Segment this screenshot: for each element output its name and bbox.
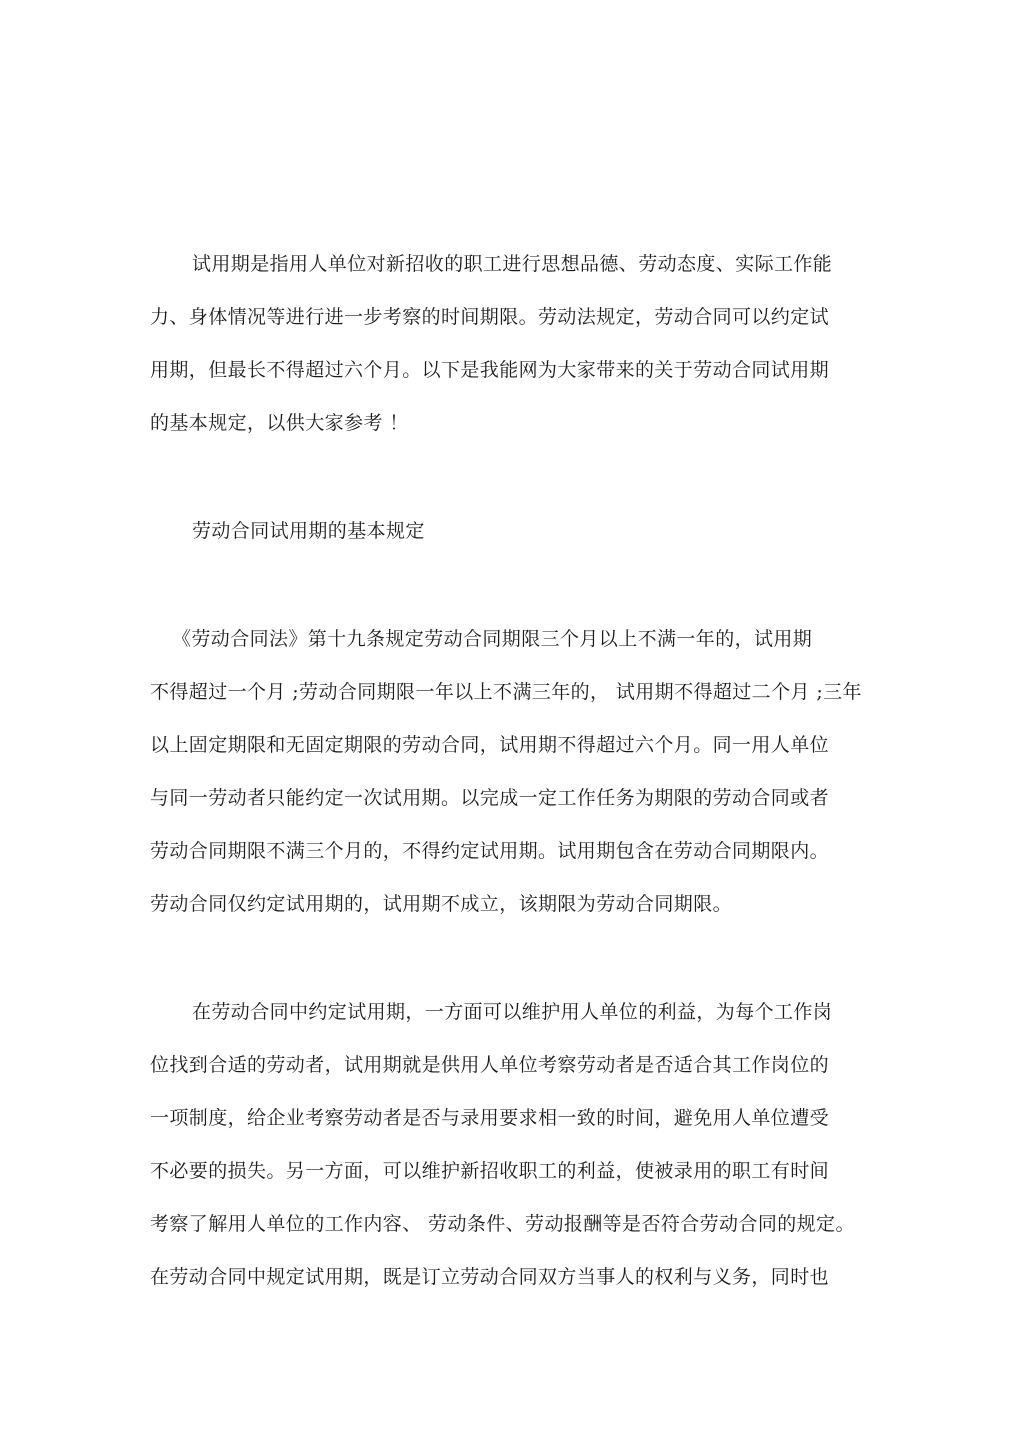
paragraph-4-line-4: 不必要的损失。另一方面，可以维护新招收职工的利益，使被录用的职工有时间 [150,1160,830,1182]
paragraph-3-line-2: 不得超过一个月 ;劳动合同期限一年以上不满三年的， 试用期不得超过二个月 ;三年 [150,681,862,703]
paragraph-1-line-4: 的基本规定，以供大家参考 ！ [150,412,409,434]
paragraph-4-line-6: 在劳动合同中规定试用期，既是订立劳动合同双方当事人的权利与义务，同时也 [150,1266,830,1288]
paragraph-3-line-4: 与同一劳动者只能约定一次试用期。以完成一定工作任务为期限的劳动合同或者 [150,787,830,809]
paragraph-1-line-1: 试用期是指用人单位对新招收的职工进行思想品德、劳动态度、实际工作能 [192,253,833,275]
paragraph-3-line-6: 劳动合同仅约定试用期的，试用期不成立，该期限为劳动合同期限。 [150,893,733,915]
paragraph-1-line-3: 用期，但最长不得超过六个月。以下是我能网为大家带来的关于劳动合同试用期 [150,359,830,381]
paragraph-3-line-3: 以上固定期限和无固定期限的劳动合同，试用期不得超过六个月。同一用人单位 [150,734,830,756]
paragraph-4-line-5: 考察了解用人单位的工作内容、 劳动条件、劳动报酬等是否符合劳动合同的规定。 [150,1213,855,1235]
paragraph-3-line-5: 劳动合同期限不满三个月的，不得约定试用期。试用期包含在劳动合同期限内。 [150,840,830,862]
paragraph-4-line-3: 一项制度，给企业考察劳动者是否与录用要求相一致的时间，避免用人单位遭受 [150,1107,830,1129]
section-heading: 劳动合同试用期的基本规定 [192,520,425,542]
paragraph-4-line-2: 位找到合适的劳动者，试用期就是供用人单位考察劳动者是否适合其工作岗位的 [150,1054,830,1076]
paragraph-3-line-1: 《劳动合同法》第十九条规定劳动合同期限三个月以上不满一年的，试用期 [172,628,813,650]
paragraph-1-line-2: 力、身体情况等进行进一步考察的时间期限。劳动法规定，劳动合同可以约定试 [150,306,830,328]
paragraph-4-line-1: 在劳动合同中约定试用期，一方面可以维护用人单位的利益，为每个工作岗 [192,1001,833,1023]
